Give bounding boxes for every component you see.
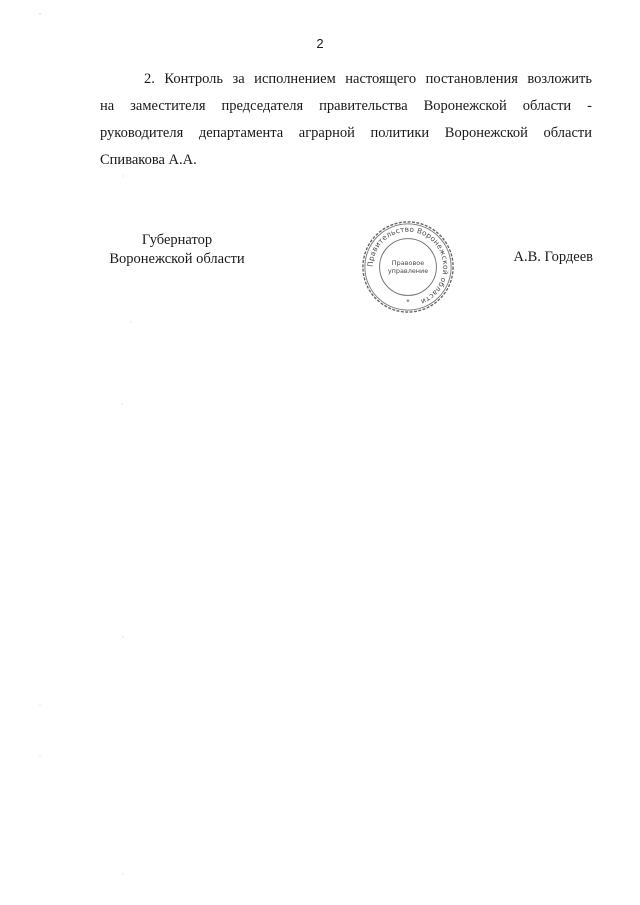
paragraph-line: Спивакова А.А. bbox=[100, 152, 197, 168]
paragraph-line: на заместителя председателя правительства Воронежской области - bbox=[100, 98, 592, 114]
signatory-region: Воронежской области bbox=[109, 251, 245, 267]
stamp-ring-text: Правительство Воронежской области bbox=[365, 224, 451, 307]
stamp-star-mark: * bbox=[406, 298, 410, 307]
stamp-center-line2: управление bbox=[387, 266, 429, 275]
paragraph-line: руководителя департамента аграрной политики Воронежской области bbox=[100, 125, 592, 141]
signatory-title bbox=[96, 231, 258, 269]
official-stamp bbox=[359, 218, 457, 316]
signatory-position: Губернатор bbox=[141, 232, 213, 248]
body-paragraph bbox=[100, 66, 592, 174]
signatory-name: А.В. Гордеев bbox=[513, 249, 593, 265]
page-number: 2 bbox=[316, 36, 324, 51]
stamp-center-line1: Правовое bbox=[391, 259, 425, 268]
paragraph-line: 2. Контроль за исполнением настоящего постановления возложить bbox=[144, 71, 592, 87]
